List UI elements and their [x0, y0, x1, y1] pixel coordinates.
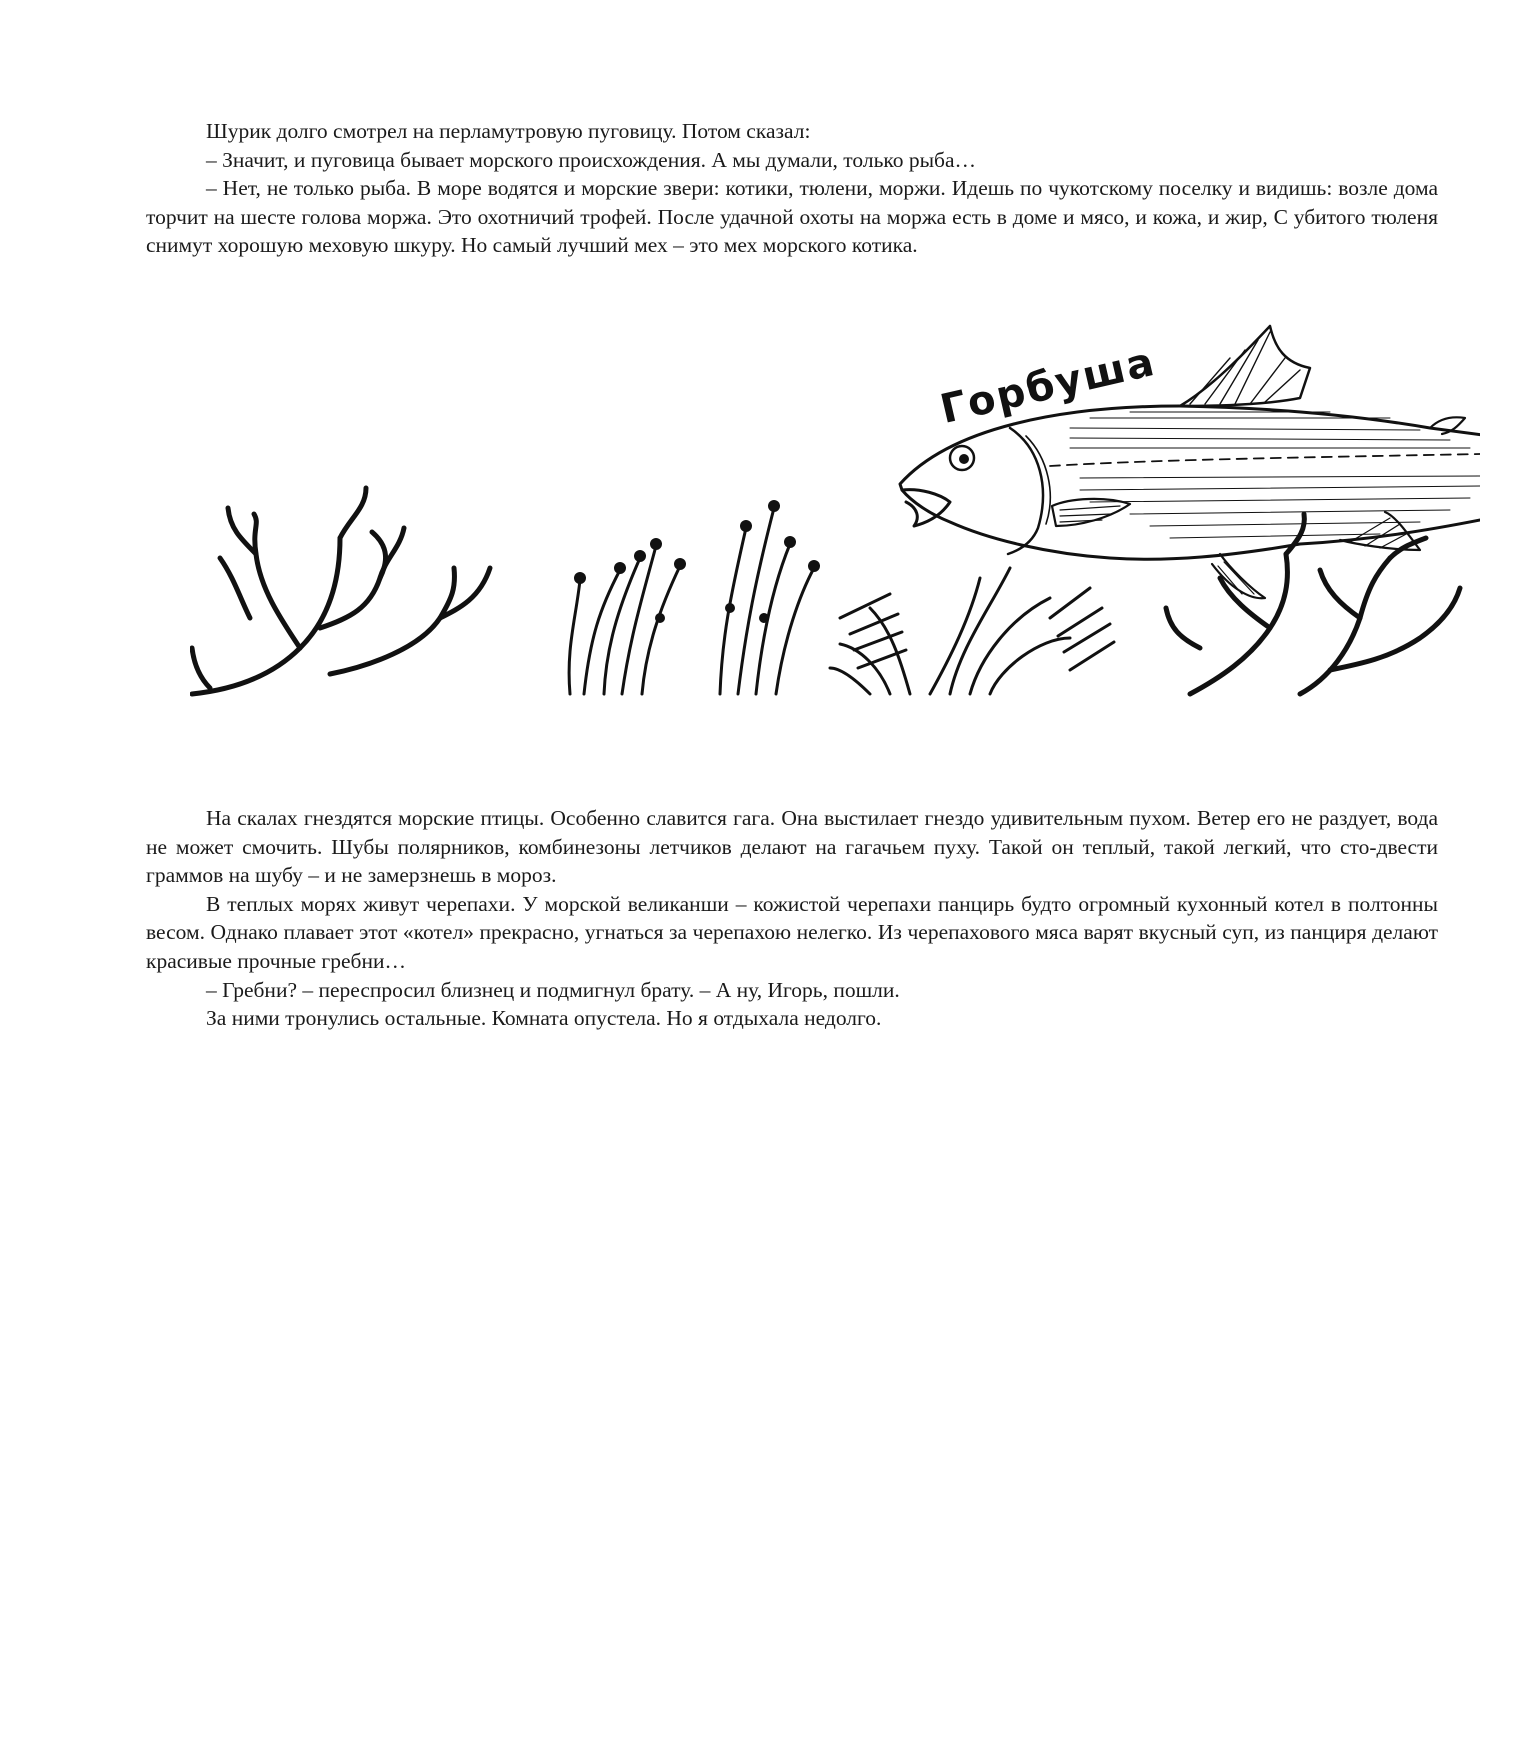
paragraph: За ними тронулись остальные. Комната опустела. Но я отдыхала недолго.: [206, 1006, 882, 1031]
seaweed-coral-left: [192, 488, 490, 694]
seaweed-coral-right: [1166, 514, 1460, 694]
paragraph: – Значит, и пуговица бывает морского происхождения. А мы думали, только рыба…: [206, 147, 977, 172]
text-block-top: [146, 117, 1438, 260]
illustration-drawing: [190, 318, 1480, 778]
paragraph: – Гребни? – переспросил близнец и подмигнул брату. – А ну, Игорь, пошли.: [206, 977, 900, 1002]
paragraph: На скалах гнездятся морские птицы. Особенно славится гага. Она выстилает гнездо удивительным пухом. Ветер его не раздует, вода не может смочить. Шубы полярников, комбинезоны летчиков делают на гагачьем пуху. Такой он теплый, такой легкий, что сто-двести граммов на шубу – и не замерзнешь в мороз.: [146, 806, 1438, 888]
fish-label: Горбуша: [936, 338, 1160, 433]
salmon-seaweed-illustration: [190, 318, 1480, 778]
seaweed-berry-stalks: [569, 500, 820, 694]
seaweed-anemone: [830, 568, 1114, 694]
paragraph: В теплых морях живут черепахи. У морской великанши – кожистой черепахи панцирь будто огромный кухонный котел в полтонны весом. Однако плавает этот «котел» прекрасно, угнаться за черепахою нелегко. Из черепахового мяса варят вкусный суп, из панциря делают красивые прочные гребни…: [146, 891, 1438, 973]
paragraph: – Нет, не только рыба. В море водятся и морские звери: котики, тюлени, моржи. Идешь по чукотскому поселку и видишь: возле дома торчит на шесте голова моржа. Это охотничий трофей. После удачной охоты на моржа есть в доме и мясо, и кожа, и жир, С убитого тюленя снимут хорошую меховую шкуру. Но самый лучший мех – это мех морского котика.: [146, 176, 1438, 258]
paragraph: Шурик долго смотрел на перламутровую пуговицу. Потом сказал:: [206, 119, 811, 143]
text-block-bottom: [146, 804, 1438, 1033]
